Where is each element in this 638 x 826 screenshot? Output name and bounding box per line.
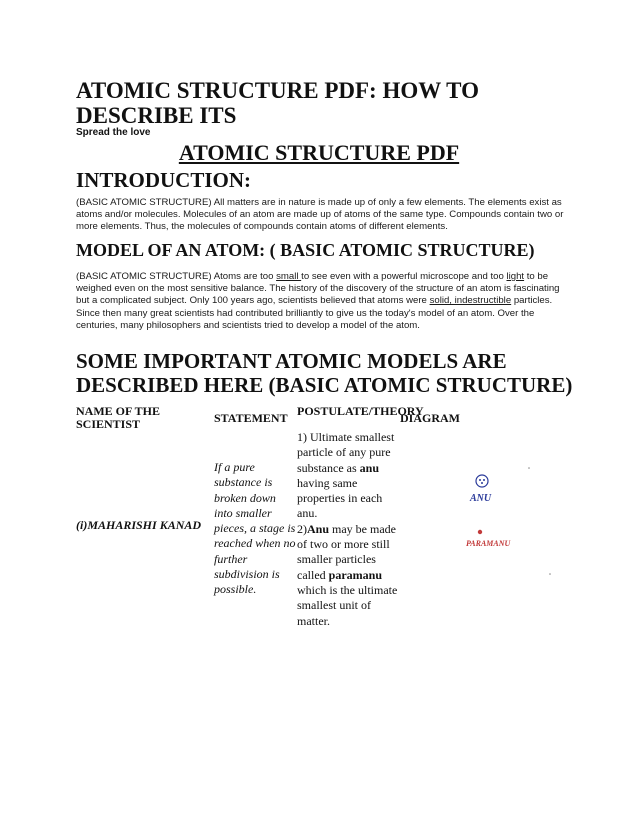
header-scientist: NAME OF THE SCIENTIST — [76, 404, 161, 431]
intro-paragraph: (BASIC ATOMIC STRUCTURE) All matters are in nature is made up of only a few elements. The elements exist as atoms and/or molecules. Molecules of an atom are made up of atoms of the same type. Compounds contain two or more elements. Thus, the molecules of compounds contain atoms of different elements. — [76, 197, 564, 233]
link-small[interactable]: small — [276, 271, 302, 282]
paramanu-dot-icon — [478, 530, 482, 534]
link-light[interactable]: light — [506, 271, 525, 282]
postulate-text-4: may be made of two or more still smaller particles called — [297, 521, 396, 582]
postulate-cell — [297, 430, 401, 629]
model-paragraph — [76, 271, 566, 332]
models-heading: SOME IMPORTANT ATOMIC MODELS ARE DESCRIBED HERE (BASIC ATOMIC STRUCTURE) — [76, 349, 573, 397]
model-text-a: (BASIC ATOMIC STRUCTURE) Atoms are too — [76, 271, 277, 282]
spread-the-love: Spread the love — [76, 127, 151, 138]
model-text-c: to be weighed even on the most sensitive balance. The history of the discovery of the structure of an atom is fascinating but a complicated subject. Only 100 years ago, scientists believed that atoms were — [76, 271, 560, 307]
intro-heading: INTRODUCTION: — [76, 168, 252, 192]
postulate-anu-2: Anu — [307, 521, 330, 536]
header-diagram: DIAGRAM — [400, 411, 460, 425]
model-heading: MODEL OF AN ATOM: ( BASIC ATOMIC STRUCTURE) — [76, 240, 535, 260]
scientist-cell: (i)MAHARISHI KANAD — [76, 518, 202, 532]
page-title: ATOMIC STRUCTURE PDF: HOW TO DESCRIBE ITS — [76, 78, 479, 128]
model-text-d: particles. Since then many great scientists had contributed brilliantly to give us the today's model of an atom. Over the centuries, many philosophers and scientists tried to develop a model of the atom. — [76, 295, 553, 331]
postulate-text-1: 1) Ultimate smallest particle of any pure substance as — [297, 430, 395, 475]
atom-diagram — [450, 455, 560, 585]
header-postulate: POSTULATE/THEORY — [297, 404, 424, 418]
anu-atom-icon — [476, 475, 488, 487]
postulate-anu: anu — [359, 460, 380, 475]
link-solid-indestructible[interactable]: solid, indestructible — [429, 295, 512, 307]
header-statement: STATEMENT — [214, 411, 288, 425]
speck-icon — [528, 467, 530, 469]
statement-cell: If a pure substance is broken down into smaller pieces, a stage is reached when no further subdivision is possible. — [214, 460, 296, 597]
postulate-text-3: 2) — [297, 521, 307, 536]
center-title: ATOMIC STRUCTURE PDF — [178, 140, 460, 165]
postulate-text-5: which is the ultimate smallest unit of matter. — [297, 582, 398, 628]
anu-label: ANU — [470, 493, 492, 504]
postulate-text-2: having same properties in each anu. — [297, 475, 383, 521]
paramanu-label: PARAMANU — [466, 539, 511, 548]
model-text-b: to see even with a powerful microscope and too — [301, 271, 507, 282]
postulate-paramanu: paramanu — [328, 567, 382, 582]
speck-icon — [549, 573, 551, 575]
